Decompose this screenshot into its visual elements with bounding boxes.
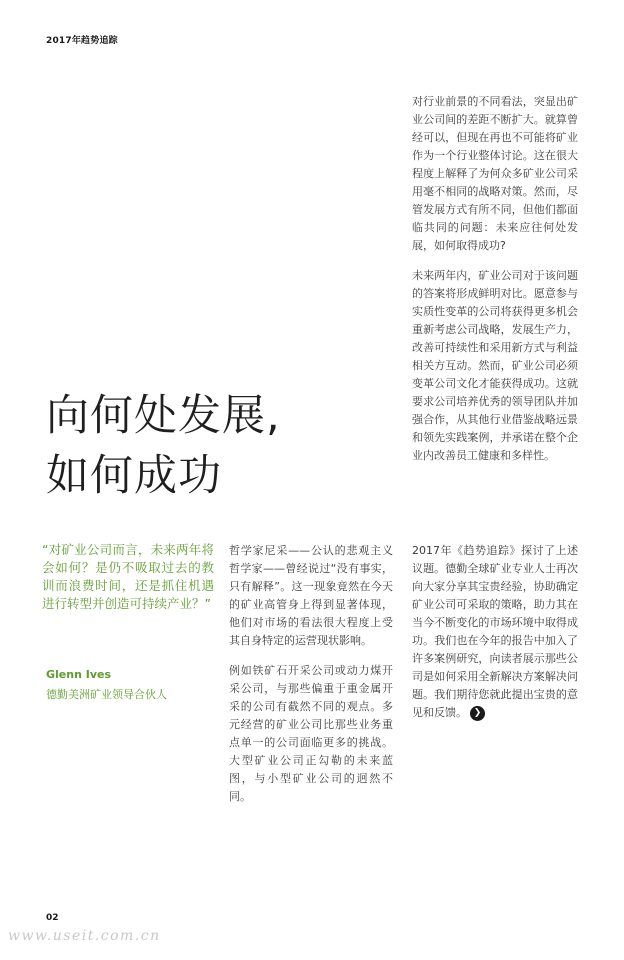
main-title-line-2: 如何成功 — [46, 451, 222, 501]
paragraph-text: 2017年《趋势追踪》探讨了上述议题。德勤全球矿业专业人士再次向大家分享其宝贵经验，协助确定矿业公司可采取的策略，助力其在当今不断变化的市场环境中取得成功。我们也在今年的报告中加入了许多案例研究，向读者展示那些公司是如何采用全新解决方案解决问题。我们期待您就此提出宝贵的意见和反馈。 — [412, 544, 578, 719]
paragraph: 例如铁矿石开采公司或动力煤开采公司，与那些偏重于重金属开采的公司有截然不同的观点。多元经营的矿业公司比那些业务重点单一的公司面临更多的挑战。大型矿业公司正勾勒的未来蓝图，与小型矿业公司的迥然不同。 — [229, 664, 393, 803]
header-title: 2017年趋势追踪 — [46, 36, 118, 46]
paragraph — [412, 542, 578, 722]
quote-author-role: 德勤美洲矿业领导合伙人 — [46, 688, 167, 701]
paragraph: 对行业前景的不同看法，突显出矿业公司间的差距不断扩大。就算曾经可以，但现在再也不可能将矿业作为一个行业整体讨论。这在很大程度上解释了为何众多矿业公司采用毫不相同的战略对策。然而，尽管发展方式有所不同，但他们都面临共同的问题：未来应往何处发展，如何取得成功? — [412, 95, 578, 252]
arrow-right-circle-icon[interactable]: ❯ — [470, 706, 485, 721]
paragraph: 未来两年内，矿业公司对于该问题的答案将形成鲜明对比。愿意参与实质性变革的公司将获得更多机会重新考虑公司战略，发展生产力，改善可持续性和采用新方式与利益相关方互动。然而，矿业公司必须变革公司文化才能获得成功。这就要求公司培养优秀的领导团队并加强合作，从其他行业借鉴战略远景和领先实践案例，并承诺在整个企业内改善员工健康和多样性。 — [412, 269, 578, 462]
right-column-bottom — [412, 542, 578, 734]
right-column-top — [412, 93, 578, 477]
main-title-line-1: 向何处发展, — [46, 391, 281, 441]
middle-column — [229, 542, 393, 818]
watermark: www.useit.com.cn — [8, 928, 161, 944]
pull-quote: “对矿业公司而言，未来两年将会如何？是仍不吸取过去的教训而浪费时间，还是抓住机遇进行转型并创造可持续产业？” — [42, 542, 214, 611]
quote-author-name: Glenn Ives — [46, 668, 112, 681]
page-number: 02 — [46, 913, 59, 923]
main-title — [46, 386, 281, 506]
paragraph: 哲学家尼采——公认的悲观主义哲学家——曾经说过“没有事实，只有解释”。这一现象竟然在今天的矿业高管身上得到显著体现，他们对市场的看法很大程度上受其自身特定的运营现状影响。 — [229, 544, 393, 647]
